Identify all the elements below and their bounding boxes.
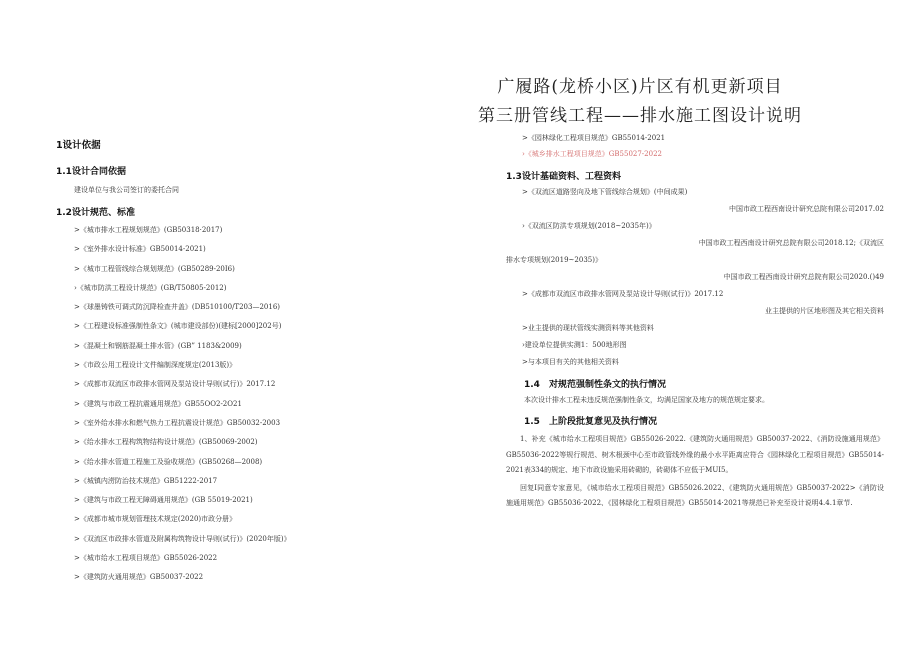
standard-item: >《城市给水工程项目规范》GB55026-2022	[74, 554, 218, 563]
section-1-5-reply: 回复I同意专家意见，《城市给水工程项目规范》GB55026.2022、《建筑防火通用规范》GB50037-2022>《消防设施通用规范》GB55036·2022、《园林绿化工程项目规范》GB55014·2021等规范已补充至设计说明4.4.1章节.	[506, 483, 884, 507]
document-title-line1: 广履路(龙桥小区)片区有机更新项目	[497, 77, 783, 97]
standard-item: >《市政公用工程设计文件编制深度规定(2013版)》	[74, 361, 237, 370]
standard-item: >《混凝土和钢筋混凝土排水管》(GB” 1183&2009)	[74, 341, 242, 350]
section-1-5-paragraph: 1、补充《城市给水工程项目规范》GB55026-2022.《建筑防火通用规范》GB50037-2022、《消防设施通用规范》GB55036-2022等规行规范、树木根颈中心至市政管线外缘的最小水平距离应符合《园林绿化工程项目规范》GB55014-2021表334的规定、地下市政设施采用砖砌的，砖砌体不应低于MUI5。	[506, 435, 884, 474]
basis-item: >业主提供的现状管线实测资料等其他资料	[522, 324, 654, 332]
section-heading-1-1: 1.1设计合同依据	[56, 167, 126, 177]
standard-item: >《室外给水排水和燃气热力工程抗震设计规范》GB50032-2003	[74, 418, 281, 427]
standard-item: >《建筑与市政工程无障碍通用规范》(GB 55019-2021)	[74, 496, 253, 505]
basis-item: ›建设单位提供实测1：500地形图	[522, 341, 627, 349]
section-heading-1-3: 1.3设计基础资料、工程资料	[506, 172, 621, 182]
basis-item: >与本项目有关的其他相关资料	[522, 358, 619, 366]
basis-item-continued: 排水专项规划(2019~2035)》	[506, 256, 602, 264]
basis-source: 业主提供的片区地形图及其它相关资料	[765, 307, 884, 315]
standard-item: >《成都市城市规划管理技术规定(2020)市政分册》	[74, 515, 237, 524]
basis-item: >《成都市双流区市政排水管网及泵站设计导则(试行)》2017.12	[522, 290, 724, 298]
contract-basis-text: 建设单位与我公司签订的委托合同	[74, 186, 179, 194]
standard-item: >《给水排水工程构筑物结构设计规范》(GB50069-2002)	[74, 438, 258, 447]
basis-source: 中国市政工程西南设计研究总院有限公司2020.()49	[723, 273, 884, 281]
section-heading-1-4: 1.4 对规范强制性条文的执行情况	[524, 380, 666, 390]
section-1-4-text: 本次设计排水工程未违反规范强制性条文，均满足国家及地方的规范规定要求。	[524, 396, 769, 404]
standard-item: >《城镇内涝防治技术规范》GB51222-2017	[74, 476, 218, 485]
standard-item: >《园林绿化工程项目规范》GB55014-2021	[522, 134, 666, 142]
standard-item: >《双流区市政排水管道及附属构筑物设计导则(试行)》(2020年版)》	[74, 534, 291, 543]
standard-item: >《室外排水设计标准》GB50014-2021)	[74, 245, 206, 254]
standard-item: >《给水排水管道工程施工及验收规范》(GB50268—2008)	[74, 457, 263, 466]
right-column	[506, 133, 884, 512]
standard-item: ›《城市防洪工程设计规范》(GB/T50805-2012)	[74, 283, 227, 292]
standard-item: >《城市排水工程规划规范》(GB50318·2017)	[74, 226, 223, 234]
section-heading-1-2: 1.2设计规范、标准	[56, 208, 135, 218]
standard-item-highlighted: ›《城乡排水工程项目规范》GB55027-2022	[522, 150, 662, 158]
document-title-line2: 第三册管线工程——排水施工图设计说明	[478, 106, 802, 126]
standard-item: >《城市工程管线综合规划规范》(GB50289-20I6)	[74, 264, 235, 273]
standard-item: >《建筑与市政工程抗震通用规范》GB55OO2-2O21	[74, 399, 242, 408]
basis-item: ›《双流区防洪专项规划(2018~2035年)》	[522, 222, 656, 230]
standards-list	[56, 225, 396, 592]
basis-source: 中国市政工程西南设计研究总院有限公司2017.02	[729, 205, 884, 213]
basis-item: >《双流区道路竖向及地下管线综合规划》(中间成果)	[522, 188, 688, 196]
standard-item: >《工程建设标准强制性条文》(城市建设部份)(建标[2000]202号)	[74, 322, 282, 331]
basis-source: 中国市政工程西南设计研究总院有限公司2018.12;《双流区	[698, 239, 884, 247]
section-heading-1-5: 1.5 上阶段批复意见及执行情况	[524, 417, 657, 427]
section-heading-1: 1设计依据	[56, 140, 101, 151]
standard-item: >《球墨铸铁可调式防沉降检查井盖》(DB510100/T203—2016)	[74, 303, 281, 312]
standard-item: >《建筑防火通用规范》GB50037-2022	[74, 573, 204, 582]
standard-item: >《成都市双流区市政排水管网及泵站设计导则(试行)》2017.12	[74, 380, 276, 389]
left-column	[56, 137, 396, 592]
